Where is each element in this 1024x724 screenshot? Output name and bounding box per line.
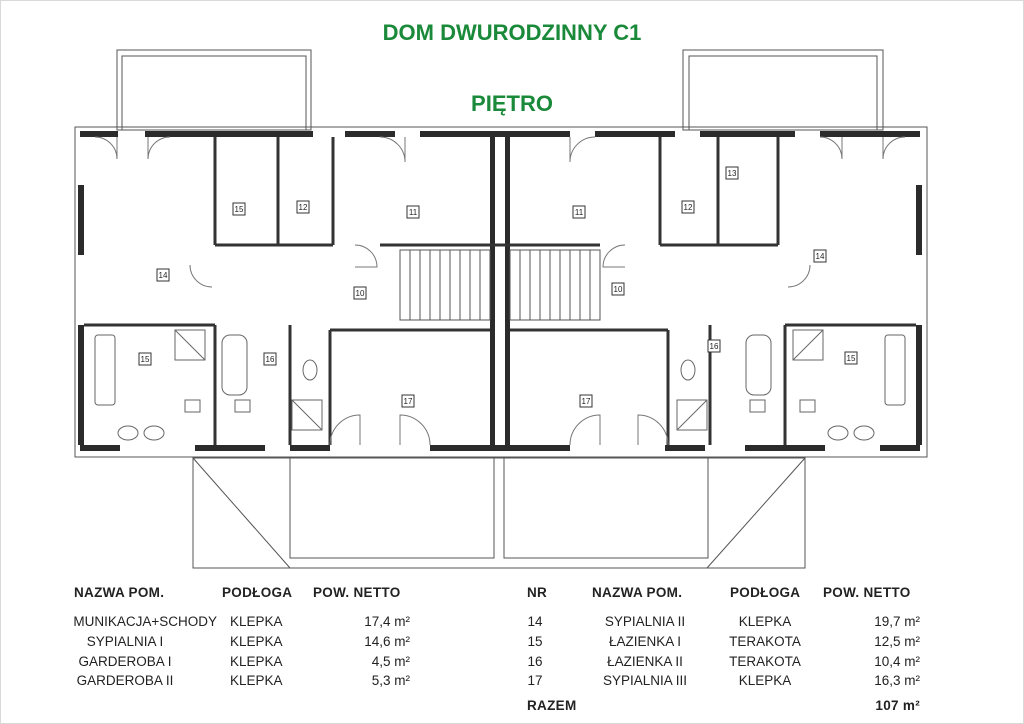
row-area: 4,5 m² [371, 654, 410, 669]
room-number-14-right: 14 [815, 252, 825, 261]
plan-title: DOM DWURODZINNY C1 [382, 20, 642, 45]
partitions [84, 137, 916, 445]
room-number-17-right: 17 [581, 397, 591, 406]
building-outline [75, 127, 927, 457]
row-floor: KLEPKA [230, 614, 283, 629]
row-name: MUNIKACJA+SCHODY [73, 614, 217, 629]
room-number-13-right: 13 [727, 169, 737, 178]
room-number-10-right: 10 [613, 285, 623, 294]
row-floor: KLEPKA [738, 614, 792, 629]
row-name: SYPIALNIA I [86, 634, 164, 649]
row-nr: 14 [527, 614, 543, 629]
room-number-10-left: 10 [355, 289, 365, 298]
room-number-16-left: 16 [265, 355, 275, 364]
row-floor: KLEPKA [738, 673, 792, 688]
row-area: 16,3 m² [874, 673, 920, 688]
header-nr: NR [527, 585, 548, 600]
row-nr: 16 [527, 654, 543, 669]
stairs [400, 250, 600, 320]
walls [78, 131, 922, 451]
room-number-13-left: 15 [234, 205, 244, 214]
row-name: GARDEROBA I [78, 654, 172, 669]
room-number-17-left: 17 [403, 397, 413, 406]
room-number-11-left: 11 [408, 208, 418, 217]
row-area: 12,5 m² [874, 634, 920, 649]
row-nr: 15 [527, 634, 543, 649]
row-floor: KLEPKA [230, 673, 283, 688]
header-name: NAZWA POM. [592, 585, 683, 600]
header-floor: PODŁOGA [222, 585, 293, 600]
room-number-16-right: 16 [709, 342, 719, 351]
room-number-15-left: 15 [140, 355, 150, 364]
row-floor: KLEPKA [230, 654, 283, 669]
row-name: SYPIALNIA II [604, 614, 686, 629]
room-number-12-right: 12 [683, 203, 693, 212]
row-area: 14,6 m² [364, 634, 410, 649]
row-floor: TERAKOTA [729, 654, 801, 669]
room-number-11-right: 11 [574, 208, 584, 217]
row-nr: 17 [527, 673, 543, 688]
balcony-top-left [117, 50, 311, 130]
total-label: RAZEM [527, 698, 577, 713]
plan-subtitle: PIĘTRO [471, 91, 553, 116]
header-floor: PODŁOGA [730, 585, 801, 600]
terrace-bottom [193, 458, 805, 568]
row-area: 5,3 m² [371, 673, 410, 688]
row-floor: KLEPKA [230, 634, 283, 649]
row-floor: TERAKOTA [729, 634, 801, 649]
row-area: 19,7 m² [874, 614, 920, 629]
row-name: ŁAZIENKA II [607, 654, 683, 669]
header-area: POW. NETTO [823, 585, 911, 600]
room-number-12-left: 12 [298, 203, 308, 212]
room-number-14-left: 14 [158, 271, 168, 280]
row-area: 17,4 m² [364, 614, 410, 629]
row-name: SYPIALNIA III [602, 673, 688, 688]
total-value: 107 m² [875, 698, 920, 713]
header-name: NAZWA POM. [74, 585, 165, 600]
header-area: POW. NETTO [313, 585, 401, 600]
balcony-top-right [683, 50, 883, 130]
row-name: GARDEROBA II [76, 673, 174, 688]
row-name: ŁAZIENKA I [608, 634, 682, 649]
room-number-15-right: 15 [846, 354, 856, 363]
row-area: 10,4 m² [874, 654, 920, 669]
